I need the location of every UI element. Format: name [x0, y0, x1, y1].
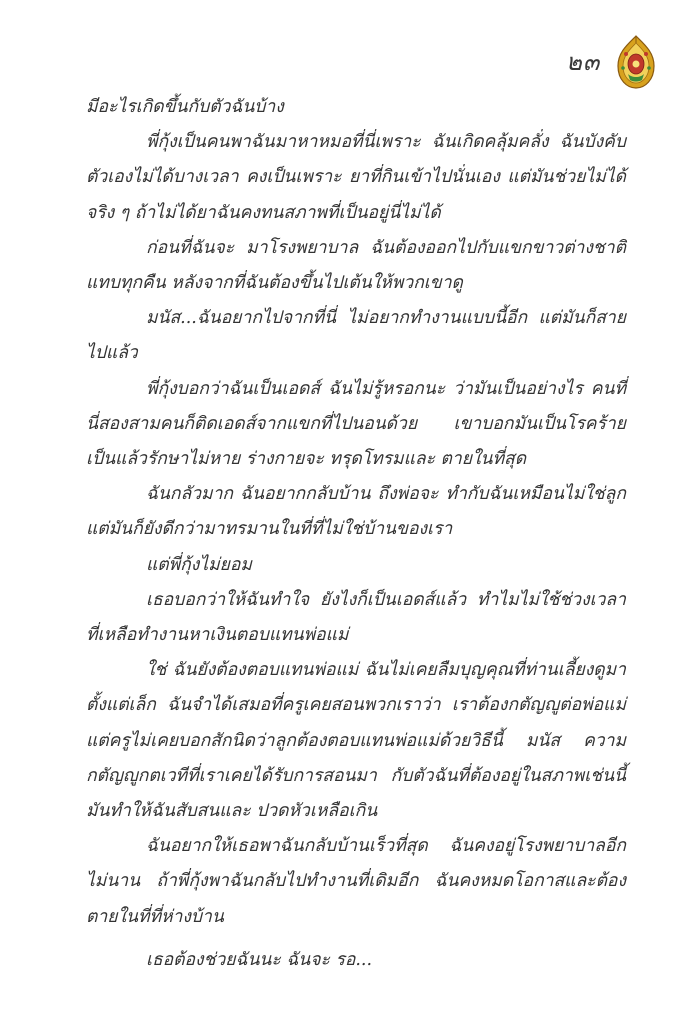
paragraph-6: แต่พี่กุ้งไม่ยอม	[146, 554, 252, 575]
page-number: ๒๓	[566, 48, 601, 76]
paragraph-8: ใช่ ฉันยังต้องตอบแทนพ่อแม่ ฉันไม่เคยลืมบุญคุณที่ท่านเลี้ยงดูมาตั้งแต่เล็ก ฉันจำได้เสมอที่ครูเคยสอนพวกเราว่า เราต้องกตัญญูต่อพ่อแม่ แต่ครูไม่เคยบอกสักนิดว่าลูกต้องตอบแทนพ่อแม่ด้วยวิธีนี้ มนัส ความกตัญญูกตเวทีที่เราเคยได้รับการสอนมา กับตัวฉันที่ต้องอยู่ในสภาพเช่นนี้ มันทำให้ฉันสับสนและ ปวดหัวเหลือเกิน	[86, 660, 626, 822]
ornament-emblem-icon	[614, 34, 658, 90]
paragraph-9: ฉันอยากให้เธอพาฉันกลับบ้านเร็วที่สุด ฉันคงอยู่โรงพยาบาลอีกไม่นาน ถ้าพี่กุ้งพาฉันกลับไปทำงานที่เดิมอีก ฉันคงหมดโอกาสและต้องตายในที่ที่ห่างบ้าน	[86, 836, 626, 927]
paragraph-3: มนัส...ฉันอยากไปจากที่นี่ ไม่อยากทำงานแบบนี้อีก แต่มันก็สายไปแล้ว	[86, 308, 626, 364]
paragraph-1: พี่กุ้งเป็นคนพาฉันมาหาหมอที่นี่เพราะ ฉันเกิดคลุ้มคลั่ง ฉันบังคับตัวเองไม่ได้บางเวลา คงเป็นเพราะ ยาที่กินเข้าไปนั่นเอง แต่มันช่วยไม่ได้จริง ๆ ถ้าไม่ได้ยาฉันคงทนสภาพที่เป็นอยู่นี่ไม่ได้	[86, 132, 626, 223]
paragraph-5: ฉันกลัวมาก ฉันอยากกลับบ้าน ถึงพ่อจะ ทำกับฉันเหมือนไม่ใช่ลูก แต่มันก็ยังดีกว่ามาทรมานในที่ที่ไม่ใช่บ้านของเรา	[86, 484, 626, 540]
paragraph-0: มีอะไรเกิดขึ้นกับตัวฉันบ้าง	[86, 97, 284, 117]
paragraph-7: เธอบอกว่าให้ฉันทำใจ ยังไงก็เป็นเอดส์แล้ว ทำไมไม่ใช้ช่วงเวลาที่เหลือทำงานหาเงินตอบแทนพ่อแม่	[86, 589, 626, 646]
paragraph-4: พี่กุ้งบอกว่าฉันเป็นเอดส์ ฉันไม่รู้หรอกนะ ว่ามันเป็นอย่างไร คนที่นี่สองสามคนก็ติดเอดส์จากแขกที่ไปนอนด้วย เขาบอกมันเป็นโรคร้าย เป็นแล้วรักษาไม่หาย ร่างกายจะ ทรุดโทรมและ ตายในที่สุด	[86, 378, 626, 470]
body-text	[86, 90, 626, 978]
paragraph-10: เธอต้องช่วยฉันนะ ฉันจะ รอ...	[146, 949, 373, 970]
paragraph-2: ก่อนที่ฉันจะ มาโรงพยาบาล ฉันต้องออกไปกับแขกขาวต่างชาติแทบทุกคืน หลังจากที่ฉันต้องขึ้นไปเต้นให้พวกเขาดู	[86, 237, 626, 294]
